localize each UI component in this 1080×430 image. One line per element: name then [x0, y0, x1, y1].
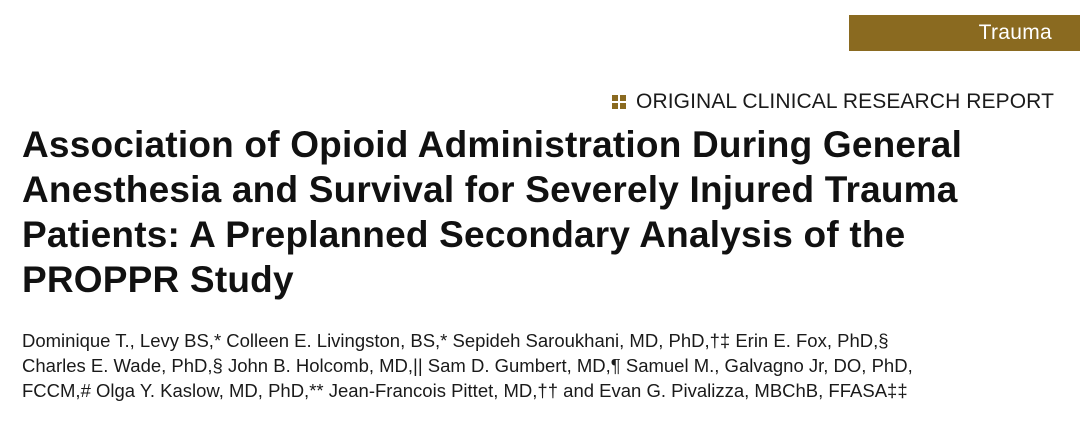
article-title [22, 122, 1042, 302]
report-type-label: ORIGINAL CLINICAL RESEARCH REPORT [636, 90, 1054, 113]
title-line: Anesthesia and Survival for Severely Injured Trauma [22, 169, 958, 210]
grid-square-icon [612, 95, 626, 109]
report-type [612, 90, 1054, 114]
section-tab-label: Trauma [978, 21, 1052, 44]
author-list [22, 328, 1062, 403]
title-line: Patients: A Preplanned Secondary Analysis of the [22, 214, 906, 255]
author-line: Dominique T., Levy BS,* Colleen E. Livingston, BS,* Sepideh Saroukhani, MD, PhD,†‡ Erin E. Fox, PhD,§ [22, 330, 889, 351]
author-line: Charles E. Wade, PhD,§ John B. Holcomb, MD,|| Sam D. Gumbert, MD,¶ Samuel M., Galvagno Jr, DO, PhD, [22, 355, 913, 376]
author-line: FCCM,# Olga Y. Kaslow, MD, PhD,** Jean-Francois Pittet, MD,†† and Evan G. Pivalizza, MBChB, FFASA‡‡ [22, 380, 908, 401]
section-tab [849, 15, 1080, 51]
title-line: Association of Opioid Administration During General [22, 124, 963, 165]
title-line: PROPPR Study [22, 259, 294, 300]
